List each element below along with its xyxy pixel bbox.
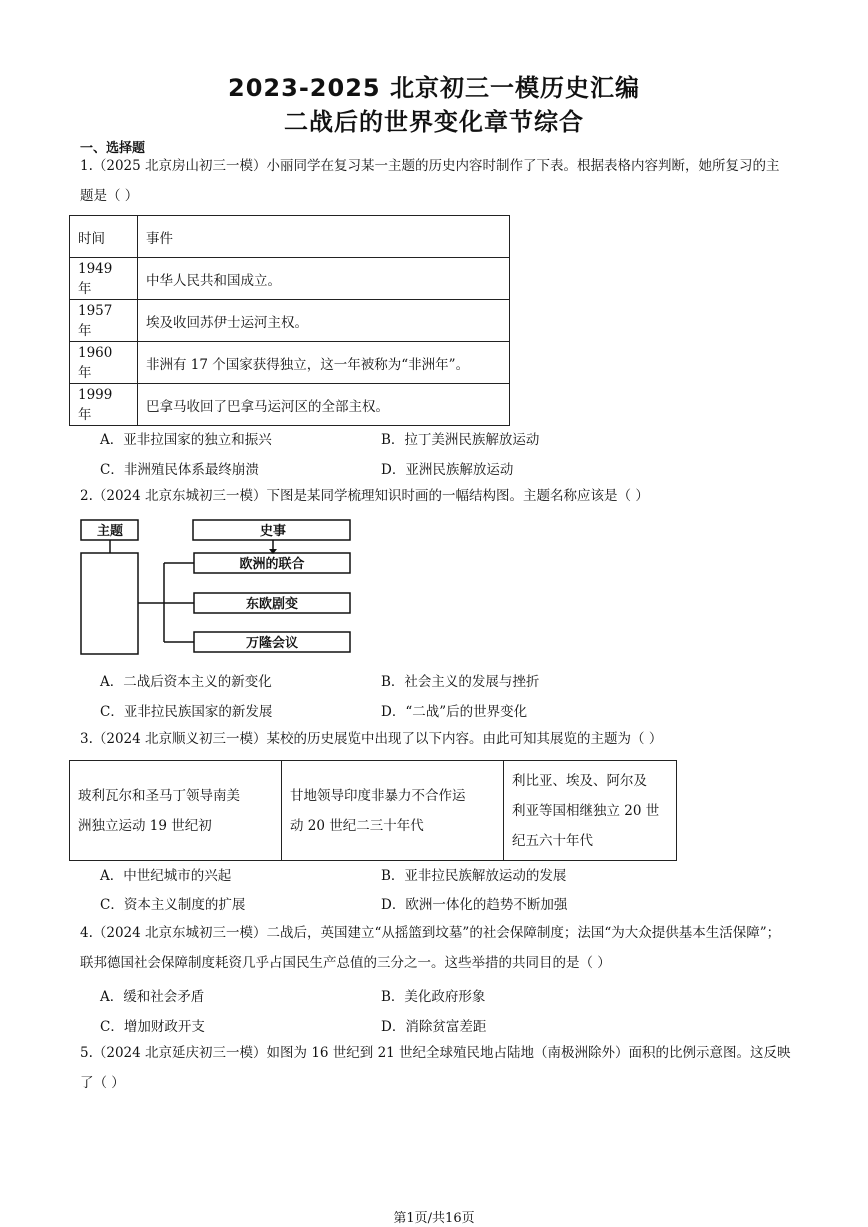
cell-line: 甘地领导印度非暴力不合作运	[290, 787, 466, 804]
table-row	[70, 342, 510, 384]
table-row	[70, 300, 510, 342]
table-cell: 1949 年	[70, 258, 138, 300]
diagram-item: 东欧剧变	[245, 597, 299, 612]
table-header-row	[70, 216, 510, 258]
table-cell: 1960 年	[70, 342, 138, 384]
table-cell: 1999 年	[70, 384, 138, 426]
q4-option-d[interactable]: D．消除贫富差距	[381, 1019, 487, 1035]
q4-option-a[interactable]: A．缓和社会矛盾	[100, 989, 205, 1005]
table-header-cell: 时间	[70, 216, 138, 258]
document-title-line1: 2023-2025 北京初三一模历史汇编	[228, 74, 640, 102]
table-cell: 中华人民共和国成立。	[138, 258, 510, 300]
q3-table	[69, 760, 677, 861]
diagram-theme-label: 主题	[96, 524, 124, 539]
q1-table	[69, 215, 510, 426]
table-header-cell: 事件	[138, 216, 510, 258]
q1-stem: 1.（2025 北京房山初三一模）小丽同学在复习某一主题的历史内容时制作了下表。根据表格内容判断，她所复习的主题是（ ）	[80, 158, 780, 204]
q1-option-d[interactable]: D．亚洲民族解放运动	[381, 462, 514, 478]
table-row	[70, 384, 510, 426]
q1-option-b[interactable]: B．拉丁美洲民族解放运动	[381, 432, 540, 448]
q2-option-c[interactable]: C．亚非拉民族国家的新发展	[100, 704, 273, 720]
cell-line: 利亚等国相继独立 20 世	[512, 802, 660, 819]
q4-option-b[interactable]: B．美化政府形象	[381, 989, 486, 1005]
table-cell	[70, 761, 282, 861]
q4-stem: 4.（2024 北京东城初三一模）二战后，英国建立“从摇篮到坟墓”的社会保障制度；法国“为大众提供基本生活保障”；联邦德国社会保障制度耗资几乎占国民生产总值的三分之一。这些举措的共同目的是（ ）	[80, 925, 781, 971]
diagram-item: 万隆会议	[245, 636, 299, 651]
diagram-item: 欧洲的联合	[239, 557, 305, 572]
cell-line: 洲独立运动 19 世纪初	[78, 817, 212, 834]
q1-option-c[interactable]: C．非洲殖民体系最终崩溃	[100, 462, 259, 478]
q4-option-c[interactable]: C．增加财政开支	[100, 1019, 205, 1035]
table-cell: 1957 年	[70, 300, 138, 342]
table-cell: 埃及收回苏伊士运河主权。	[138, 300, 510, 342]
q2-structure-diagram	[80, 519, 354, 659]
q1-option-a[interactable]: A．亚非拉国家的独立和振兴	[100, 432, 272, 448]
q2-stem: 2.（2024 北京东城初三一模）下图是某同学梳理知识时画的一幅结构图。主题名称应该是（ ）	[80, 488, 649, 504]
cell-line: 动 20 世纪二三十年代	[290, 817, 424, 834]
page-number-footer: 第1页/共16页	[393, 1211, 475, 1226]
q5-stem: 5.（2024 北京延庆初三一模）如图为 16 世纪到 21 世纪全球殖民地占陆地（南极洲除外）面积的比例示意图。这反映了（ ）	[80, 1045, 791, 1091]
q3-option-d[interactable]: D．欧洲一体化的趋势不断加强	[381, 897, 568, 913]
table-cell	[282, 761, 504, 861]
section-heading: 一、选择题	[80, 141, 146, 156]
q3-option-a[interactable]: A．中世纪城市的兴起	[100, 868, 232, 884]
cell-line: 利比亚、埃及、阿尔及	[512, 772, 647, 789]
cell-line: 玻利瓦尔和圣马丁领导南美	[78, 787, 240, 804]
q2-option-a[interactable]: A．二战后资本主义的新变化	[100, 674, 272, 690]
table-cell: 非洲有 17 个国家获得独立，这一年被称为“非洲年”。	[138, 342, 510, 384]
table-row	[70, 761, 677, 861]
cell-line: 纪五六十年代	[512, 832, 593, 849]
q3-stem: 3.（2024 北京顺义初三一模）某校的历史展览中出现了以下内容。由此可知其展览的主题为（ ）	[80, 731, 663, 747]
table-cell: 巴拿马收回了巴拿马运河区的全部主权。	[138, 384, 510, 426]
table-row	[70, 258, 510, 300]
q2-option-d[interactable]: D．“二战”后的世界变化	[381, 704, 528, 720]
document-title-line2: 二战后的世界变化章节综合	[284, 108, 584, 136]
q3-option-b[interactable]: B．亚非拉民族解放运动的发展	[381, 868, 567, 884]
table-cell	[504, 761, 677, 861]
q3-option-c[interactable]: C．资本主义制度的扩展	[100, 897, 246, 913]
diagram-events-label: 史事	[259, 524, 287, 539]
q2-option-b[interactable]: B．社会主义的发展与挫折	[381, 674, 540, 690]
